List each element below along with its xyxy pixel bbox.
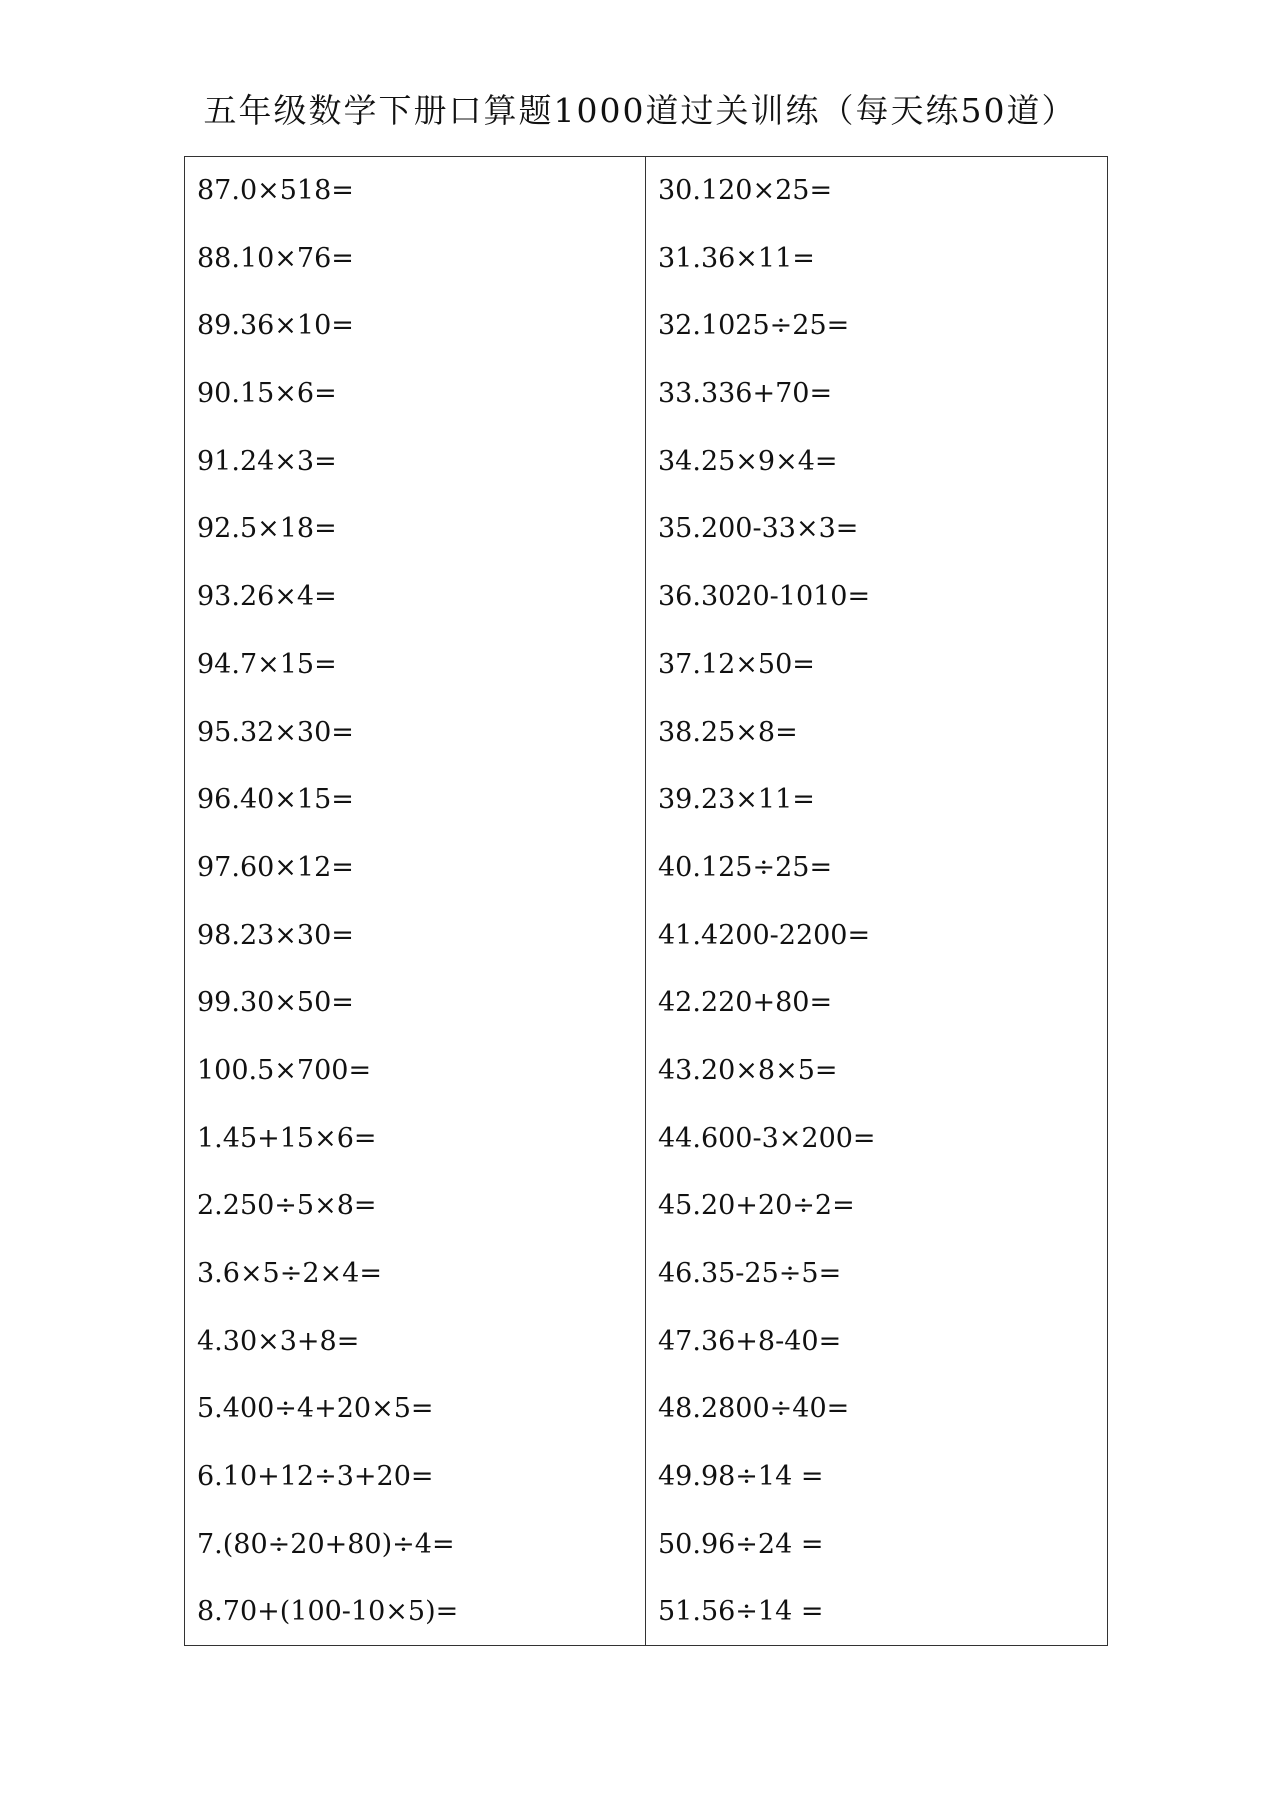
- problem-item: 42.220+80=: [658, 987, 833, 1019]
- problem-item: 45.20+20÷2=: [658, 1190, 855, 1222]
- problem-item: 87.0×518=: [197, 175, 354, 206]
- problem-item: 2.250÷5×8=: [197, 1190, 377, 1222]
- problem-item: 44.600-3×200=: [658, 1122, 876, 1154]
- problem-item: 37.12×50=: [658, 648, 815, 680]
- problem-item: 3.6×5÷2×4=: [197, 1258, 382, 1289]
- problem-item: 30.120×25=: [658, 175, 833, 206]
- problem-item: 34.25×9×4=: [658, 445, 838, 477]
- problem-item: 97.60×12=: [197, 851, 354, 883]
- problem-item: 100.5×700=: [197, 1054, 372, 1086]
- problem-item: 96.40×15=: [197, 784, 354, 816]
- problem-item: 50.96÷24 =: [658, 1528, 824, 1560]
- problem-item: 43.20×8×5=: [658, 1054, 838, 1086]
- problem-item: 90.15×6=: [197, 378, 337, 410]
- problem-item: 89.36×10=: [197, 310, 354, 342]
- problem-item: 47.36+8-40=: [658, 1325, 842, 1357]
- problem-item: 7.(80÷20+80)÷4=: [197, 1528, 455, 1560]
- problem-item: 35.200-33×3=: [658, 513, 859, 545]
- problem-item: 92.5×18=: [197, 513, 337, 545]
- problem-item: 99.30×50=: [197, 987, 354, 1019]
- worksheet-table: [184, 156, 1108, 1646]
- problem-item: 49.98÷14 =: [658, 1461, 824, 1493]
- problem-item: 31.36×11=: [658, 242, 815, 274]
- problem-item: 40.125÷25=: [658, 851, 833, 883]
- problem-item: 98.23×30=: [197, 919, 354, 951]
- page-title: 五年级数学下册口算题1000道过关训练（每天练50道）: [203, 91, 1077, 130]
- left-column: [185, 157, 646, 1645]
- problem-item: 36.3020-1010=: [658, 581, 871, 613]
- problem-item: 88.10×76=: [197, 242, 354, 274]
- problem-item: 39.23×11=: [658, 784, 815, 816]
- problem-item: 38.25×8=: [658, 716, 798, 748]
- problem-item: 51.56÷14 =: [658, 1596, 824, 1628]
- problem-item: 5.400÷4+20×5=: [197, 1393, 434, 1425]
- right-column: [646, 157, 1107, 1645]
- problem-item: 4.30×3+8=: [197, 1325, 360, 1357]
- problem-item: 94.7×15=: [197, 648, 337, 680]
- problem-item: 93.26×4=: [197, 581, 337, 613]
- problem-item: 95.32×30=: [197, 716, 354, 748]
- problem-item: 32.1025÷25=: [658, 310, 850, 342]
- problem-item: 6.10+12÷3+20=: [197, 1461, 434, 1493]
- problem-item: 91.24×3=: [197, 445, 337, 477]
- problem-item: 1.45+15×6=: [197, 1122, 377, 1154]
- problem-item: 8.70+(100-10×5)=: [197, 1596, 459, 1628]
- problem-item: 33.336+70=: [658, 378, 833, 410]
- problem-item: 46.35-25÷5=: [658, 1258, 842, 1289]
- problem-item: 48.2800÷40=: [658, 1393, 850, 1425]
- problem-item: 41.4200-2200=: [658, 919, 871, 951]
